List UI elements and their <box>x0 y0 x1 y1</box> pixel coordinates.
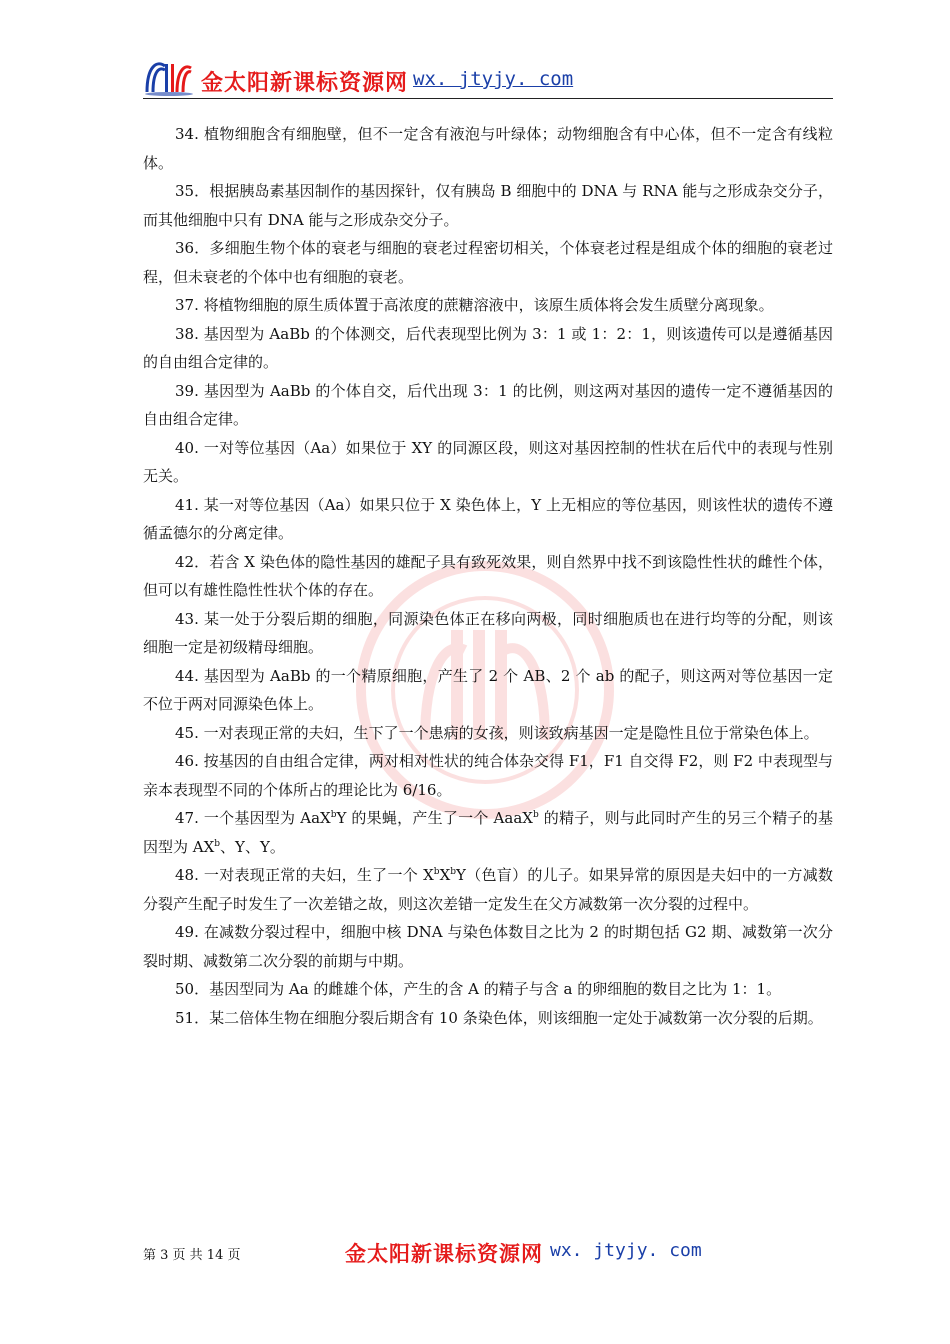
list-item: 47. 一个基因型为 AaX$^b$Y 的果蝇，产生了一个 AaaX$^b$ 的精子，则与此同时产生的另三个精子的基因型为 $AX^b$、Y、Y。 <box>143 809 833 856</box>
list-item: 51．某二倍体生物在细胞分裂后期含有 10 条染色体，则该细胞一定处于减数第一次分裂的后期。 <box>175 1008 823 1027</box>
list-item: 50．基因型同为 Aa 的雌雄个体，产生的含 A 的精子与含 a 的卵细胞的数目之比为 1：1。 <box>175 980 782 998</box>
page-header <box>143 56 833 100</box>
list-item: 49. 在减数分裂过程中，细胞中核 DNA 与染色体数目之比为 2 的时期包括 G2 期、减数第一次分裂时期、减数第二次分裂的前期与中期。 <box>143 923 833 970</box>
list-item: 34. 植物细胞含有细胞壁，但不一定含有液泡与叶绿体；动物细胞含有中心体，但不一定含有线粒体。 <box>143 125 833 172</box>
list-item: 36．多细胞生物个体的衰老与细胞的衰老过程密切相关，个体衰老过程是组成个体的细胞的衰老过程，但未衰老的个体中也有细胞的衰老。 <box>143 239 833 286</box>
list-item: 40. 一对等位基因（Aa）如果位于 XY 的同源区段，则这对基因控制的性状在后代中的表现与性别无关。 <box>143 438 833 485</box>
list-item: 44. 基因型为 AaBb 的一个精原细胞，产生了 2 个 AB、2 个 ab 的配子，则这两对等位基因一定不位于两对同源染色体上。 <box>143 666 833 713</box>
list-item: 46. 按基因的自由组合定律，两对相对性状的纯合体杂交得 F1，F1 自交得 F2，则 F2 中表现型与亲本表现型不同的个体所占的理论比为 6/16。 <box>143 752 833 799</box>
list-item: 37. 将植物细胞的原生质体置于高浓度的蔗糖溶液中，该原生质体将会发生质壁分离现象。 <box>175 296 774 314</box>
list-item: 35．根据胰岛素基因制作的基因探针，仅有胰岛 B 细胞中的 DNA 与 RNA 能与之形成杂交分子，而其他细胞中只有 DNA 能与之形成杂交分子。 <box>143 182 833 229</box>
header-brand: 金太阳新课标资源网 <box>201 70 409 96</box>
list-item: 42．若含 X 染色体的隐性基因的雄配子具有致死效果，则自然界中找不到该隐性性状的雌性个体，但可以有雄性隐性性状个体的存在。 <box>143 552 833 599</box>
question-list <box>143 120 833 1032</box>
jty-logo-icon <box>143 56 195 96</box>
header-divider <box>143 98 833 99</box>
list-item: 38. 基因型为 AaBb 的个体测交，后代表现型比例为 3：1 或 1：2：1，则该遗传可以是遵循基因的自由组合定律的。 <box>143 324 833 371</box>
page-number: 第 3 页 共 14 页 <box>143 1248 241 1263</box>
list-item: 48. 一对表现正常的夫妇，生了一个 $X^bX^bY$（色盲）的儿子。如果异常的原因是夫妇中的一方减数分裂产生配子时发生了一次差错之故，则这次差错一定发生在父方减数第一次分裂的过程中。 <box>143 866 833 913</box>
list-item: 41. 某一对等位基因（Aa）如果只位于 X 染色体上，Y 上无相应的等位基因，则该性状的遗传不遵循孟德尔的分离定律。 <box>143 495 833 542</box>
footer-site-link[interactable]: wx. jtyjy. com <box>550 1240 702 1261</box>
list-item: 39. 基因型为 AaBb 的个体自交，后代出现 3：1 的比例，则这两对基因的遗传一定不遵循基因的自由组合定律。 <box>143 381 833 428</box>
list-item: 45. 一对表现正常的夫妇，生下了一个患病的女孩，则该致病基因一定是隐性且位于常染色体上。 <box>175 723 819 742</box>
footer-brand: 金太阳新课标资源网 <box>345 1241 543 1266</box>
list-item: 43. 某一处于分裂后期的细胞，同源染色体正在移向两极，同时细胞质也在进行均等的分配，则该细胞一定是初级精母细胞。 <box>143 609 833 656</box>
header-site-link[interactable]: wx. jtyjy. com <box>413 68 574 90</box>
